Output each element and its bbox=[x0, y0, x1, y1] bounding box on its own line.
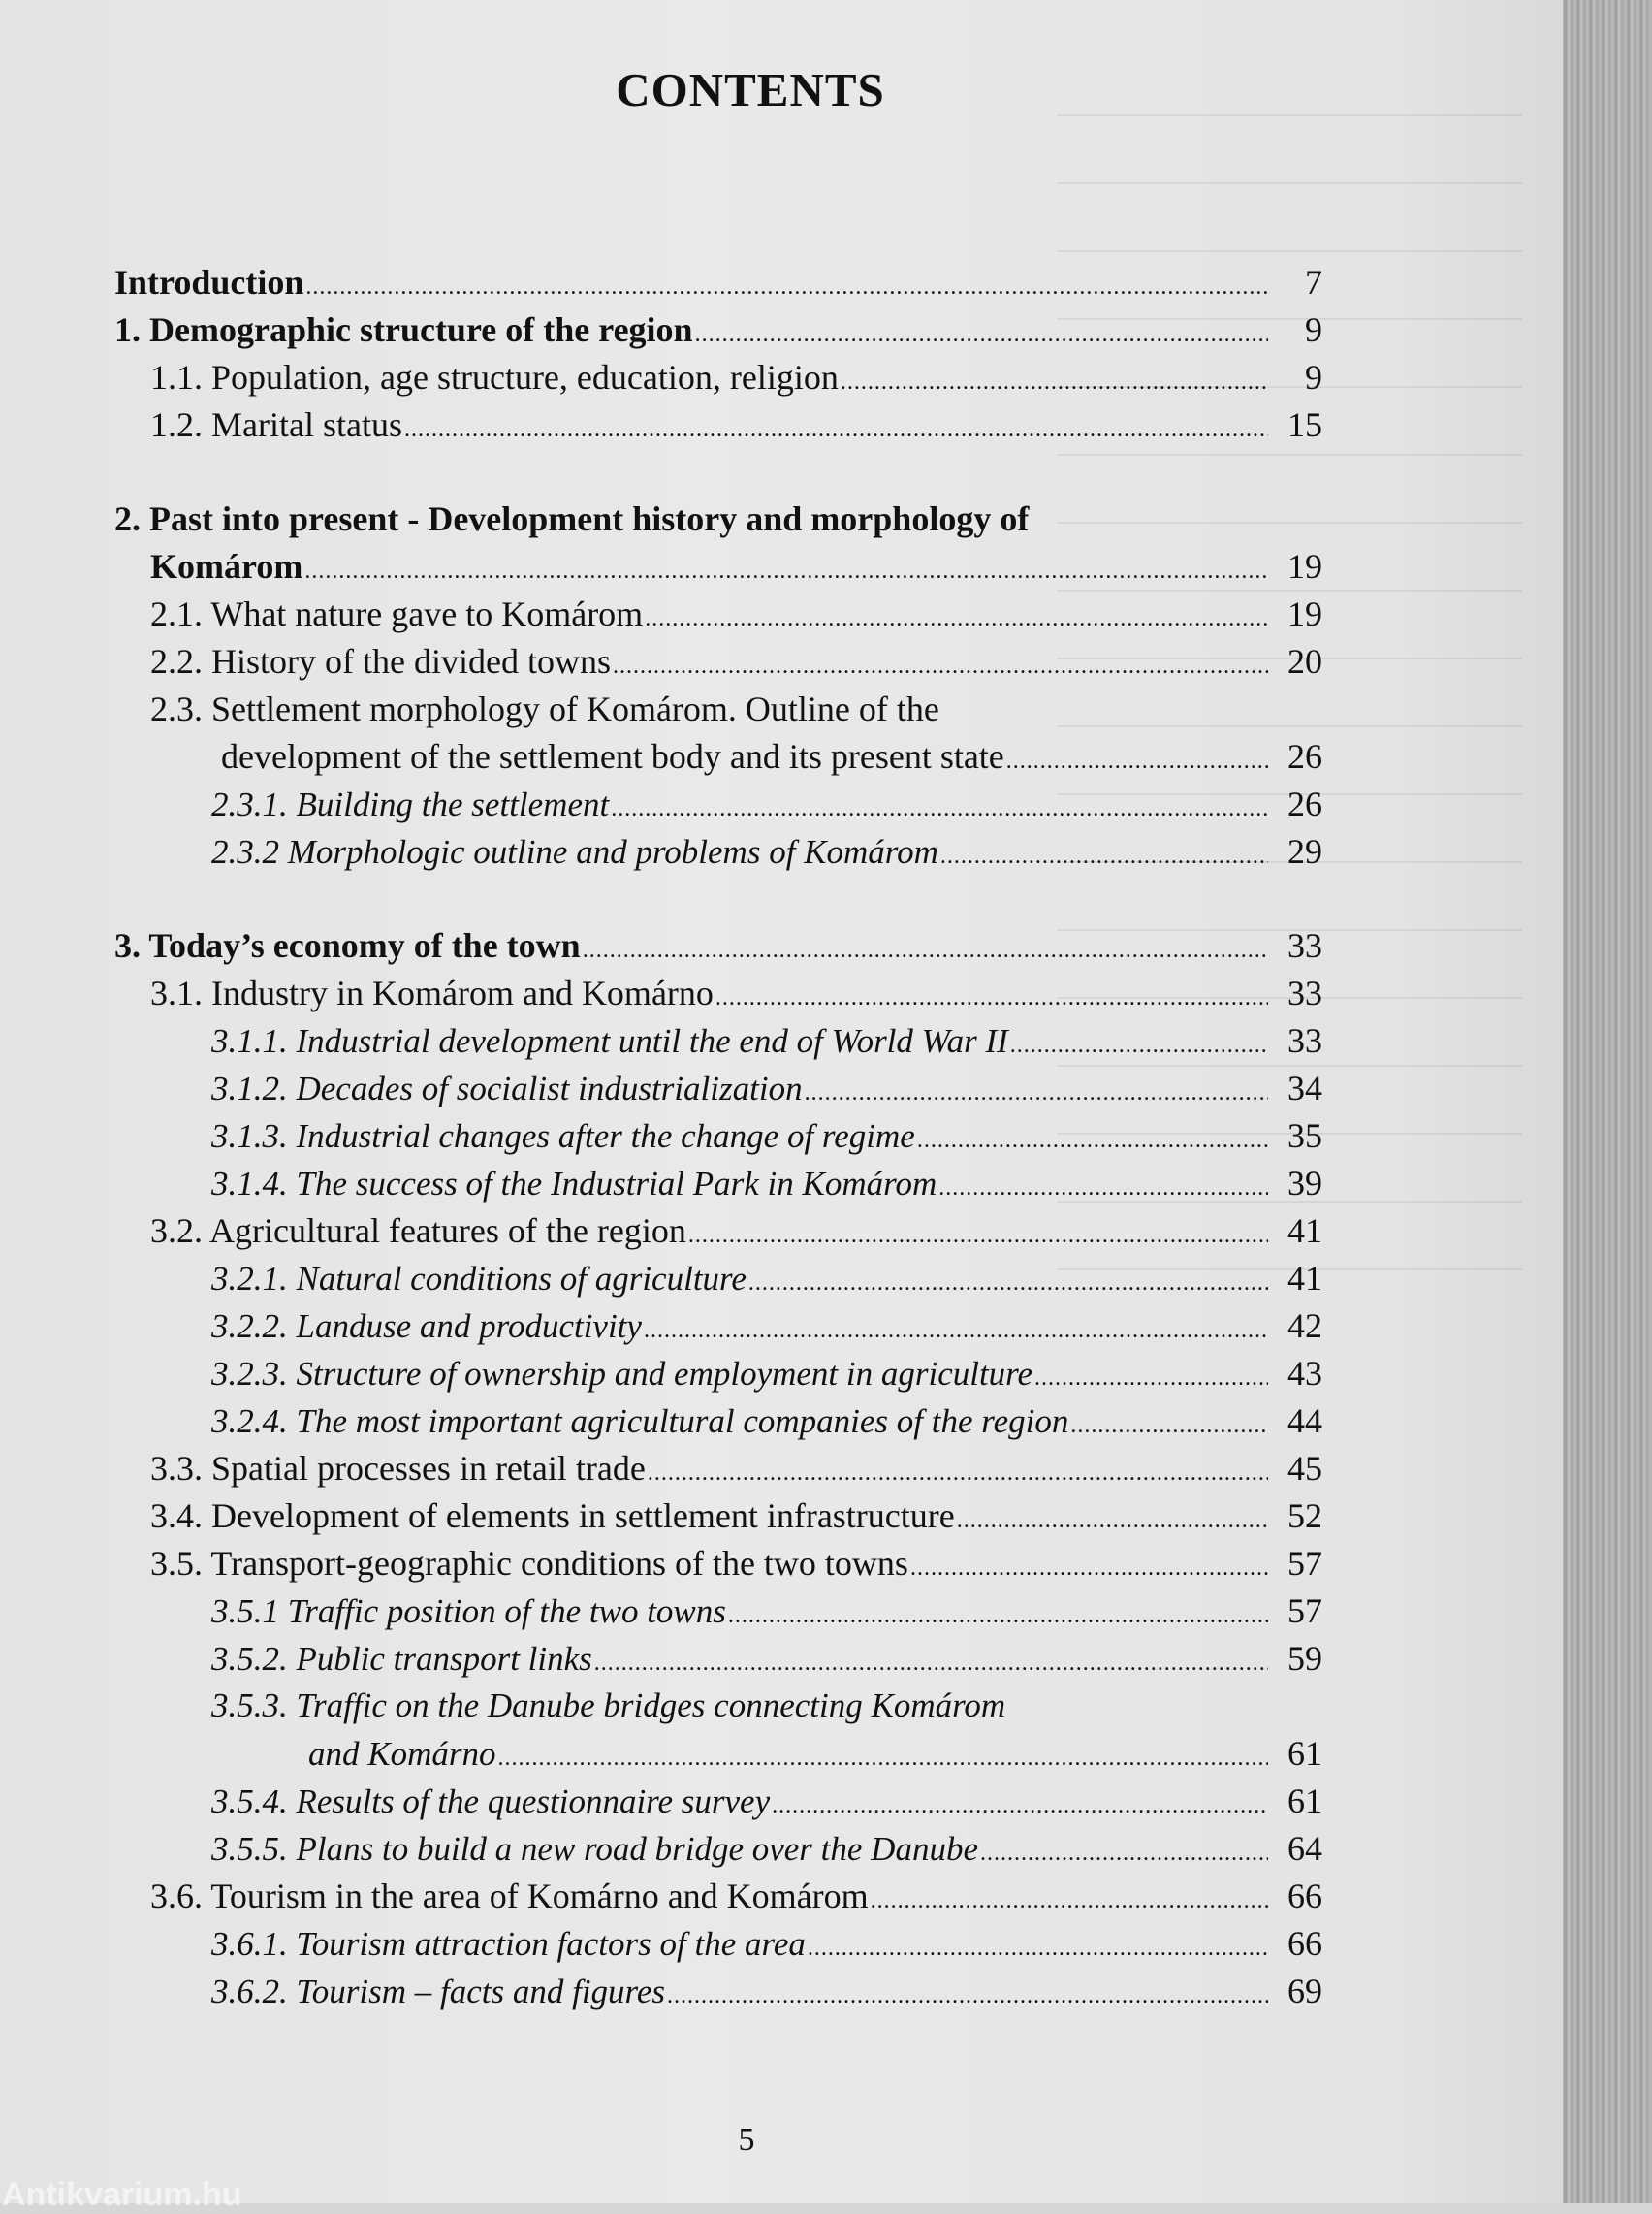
toc-entry[interactable]: 3.2.2. Landuse and productivity ..... 42 bbox=[211, 1303, 1322, 1348]
toc-entry[interactable]: 3. Today’s economy of the town ..... 33 bbox=[114, 923, 1322, 968]
toc-entry[interactable]: 2.2. History of the divided towns ..... 20 bbox=[150, 639, 1322, 684]
toc-entry[interactable]: 2.3.1. Building the settlement ..... 26 bbox=[211, 782, 1322, 826]
toc-entry[interactable]: 3.6. Tourism in the area of Komárno and Komárom ..... 66 bbox=[150, 1874, 1322, 1918]
contents-heading: CONTENTS bbox=[616, 63, 885, 116]
toc-entry[interactable]: 3.2.3. Structure of ownership and employment in agriculture ..... 43 bbox=[211, 1351, 1322, 1396]
toc-entry[interactable]: 1. Demographic structure of the region ..... 9 bbox=[114, 307, 1322, 352]
toc-entry[interactable]: 2. Past into present - Development history and morphology of bbox=[114, 499, 1030, 538]
toc-entry[interactable]: development of the settlement body and its present state ..... 26 bbox=[221, 734, 1322, 779]
toc-entry[interactable]: 3.1.3. Industrial changes after the change of regime ..... 35 bbox=[211, 1113, 1322, 1158]
toc-entry[interactable]: 3.5.3. Traffic on the Danube bridges connecting Komárom bbox=[211, 1686, 1006, 1724]
toc-entry[interactable]: 3.5.2. Public transport links ..... 59 bbox=[211, 1636, 1322, 1681]
toc-entry[interactable]: 3.4. Development of elements in settlement infrastructure ..... 52 bbox=[150, 1493, 1322, 1538]
toc-entry[interactable]: 3.5.4. Results of the questionnaire survey ..... 61 bbox=[211, 1779, 1322, 1823]
toc-entry[interactable]: 3.6.2. Tourism – facts and figures ..... 69 bbox=[211, 1969, 1322, 2013]
toc-entry[interactable]: 3.1.2. Decades of socialist industrialization ..... 34 bbox=[211, 1066, 1322, 1110]
toc-entry[interactable]: 3.1. Industry in Komárom and Komárno ..... 33 bbox=[150, 971, 1322, 1015]
toc-entry[interactable]: 3.3. Spatial processes in retail trade ..... 45 bbox=[150, 1446, 1322, 1491]
toc-entry[interactable]: 3.2.1. Natural conditions of agriculture ..... 41 bbox=[211, 1256, 1322, 1300]
toc-entry[interactable]: 3.2.4. The most important agricultural companies of the region ..... 44 bbox=[211, 1398, 1322, 1443]
toc-entry[interactable]: 3.5.1 Traffic position of the two towns ..... 57 bbox=[211, 1588, 1322, 1633]
toc-entry[interactable]: 3.2. Agricultural features of the region ..... 41 bbox=[150, 1208, 1322, 1253]
toc-entry[interactable]: 3.1.4. The success of the Industrial Park in Komárom ..... 39 bbox=[211, 1161, 1322, 1205]
toc-entry[interactable]: 3.5. Transport-geographic conditions of the two towns ..... 57 bbox=[150, 1541, 1322, 1586]
toc-entry[interactable]: 1.2. Marital status ..... 15 bbox=[150, 402, 1322, 447]
watermark: Antikvarium.hu bbox=[2, 2176, 242, 2213]
toc-entry[interactable]: 3.5.5. Plans to build a new road bridge over the Danube ..... 64 bbox=[211, 1826, 1322, 1871]
toc-entry[interactable]: 2.3.2 Morphologic outline and problems of Komárom ..... 29 bbox=[211, 829, 1322, 874]
toc-entry[interactable]: 2.1. What nature gave to Komárom ..... 19 bbox=[150, 592, 1322, 636]
toc-entry[interactable]: 3.6.1. Tourism attraction factors of the area ..... 66 bbox=[211, 1921, 1322, 1966]
page-edge-stack bbox=[1563, 0, 1652, 2203]
toc-entry[interactable]: and Komárno ..... 61 bbox=[308, 1731, 1322, 1776]
toc-entry[interactable]: 1.1. Population, age structure, education, religion ..... 9 bbox=[150, 355, 1322, 400]
page-number: 5 bbox=[738, 2122, 755, 2158]
toc-entry[interactable]: Introduction ..... 7 bbox=[114, 260, 1322, 305]
toc-entry[interactable]: Komárom ..... 19 bbox=[150, 544, 1322, 589]
toc-entry[interactable]: 2.3. Settlement morphology of Komárom. Outline of the bbox=[150, 690, 939, 728]
toc-entry[interactable]: 3.1.1. Industrial development until the end of World War II ..... 33 bbox=[211, 1018, 1322, 1063]
